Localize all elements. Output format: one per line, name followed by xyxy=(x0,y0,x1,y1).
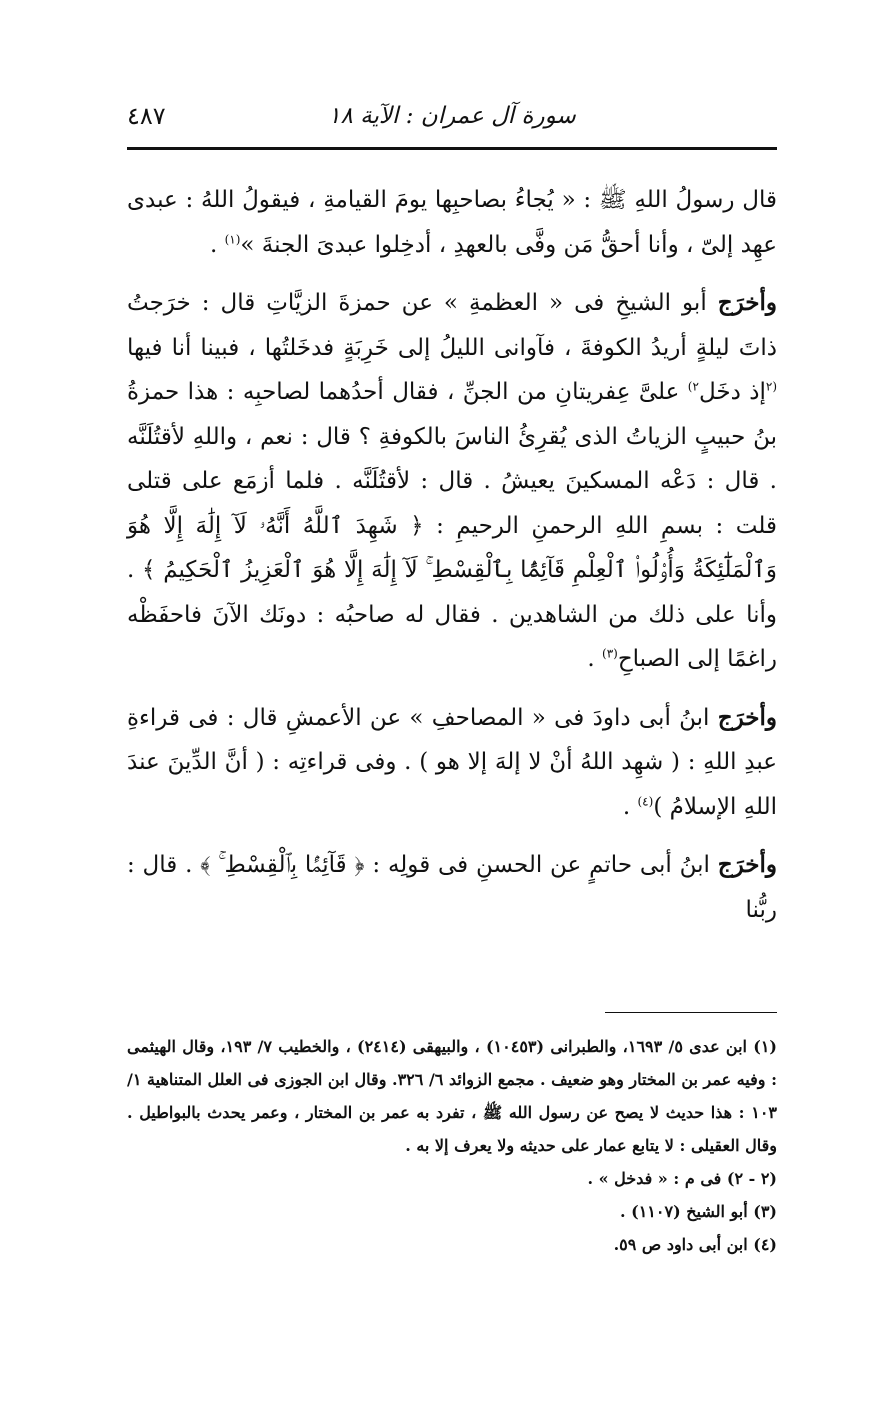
paragraph xyxy=(127,696,777,830)
paragraph xyxy=(127,281,777,682)
footnote-marker: (٤) xyxy=(637,793,654,808)
running-title: سورة آل عمران : الآية ١٨ xyxy=(328,103,576,129)
footnote-marker: (٢ xyxy=(765,379,777,394)
paragraph-text: قال رسولُ اللهِ ﷺ : « يُجاءُ بصاحبِها يومَ القيامةِ ، فيقولُ اللهُ : عبدى عهِد إلىّ ، وأنا أحقُّ مَن وفَّى بالعهدِ ، أدخِلوا عبدىَ الجنةَ » xyxy=(127,187,777,258)
paragraph-lead: وأخرَج xyxy=(717,851,777,878)
footnote-marker: (٣) xyxy=(602,646,618,661)
footnote-marker: (١) xyxy=(224,231,241,246)
paragraph xyxy=(127,178,777,267)
paragraph-tail: . xyxy=(587,646,602,672)
paragraph-tail: . xyxy=(209,231,225,258)
footnotes xyxy=(127,1030,777,1261)
footnote: (٣) أبو الشيخ (١١٠٧) . xyxy=(619,1202,777,1221)
page-header xyxy=(127,96,777,136)
paragraph-text: ابنُ أبى حاتمٍ عن الحسنِ فى قولِه : ﴿ قَآئِمًۢا بِٱلْقِسْطِ ۚ ﴾ . قال : ربُّنا xyxy=(127,852,777,923)
header-rule xyxy=(127,147,777,150)
paragraph-lead: وأخرَج xyxy=(717,289,777,316)
main-text xyxy=(127,178,777,946)
footnote: (٢ - ٢) فى م : « فدخل » . xyxy=(587,1169,777,1188)
footnote: (١) ابن عدى ٥/ ١٦٩٣، والطبرانى (١٠٤٥٣) ، والبيهقى (٢٤١٤) ، والخطيب ٧/ ١٩٣، وقال الهيثمى : وفيه عمر بن المختار وهو ضعيف . مجمع الزوائد ٦/ ٣٢٦. وقال ابن الجوزى فى العلل المتناهية ١/ ١٠٣ : هذا حديث لا يصح عن رسول الله ﷺ ، تفرد به عمر بن المختار ، وعمر يحدث بالبواطيل . وقال العقيلى : لا يتابع عمار على حديثه ولا يعرف إلا به . xyxy=(127,1037,778,1155)
page-number: ٤٨٧ xyxy=(127,102,166,130)
paragraph-tail: . xyxy=(622,793,638,820)
paragraph-text: إذ دخَل xyxy=(698,379,766,405)
paragraph-text: أبو الشيخِ فى « العظمةِ » عن حمزةَ الزيَّاتِ قال : خرَجتُ ذاتَ ليلةٍ أريدُ الكوفةَ ، فآوانى الليلُ إلى خَرِبَةٍ فدخَلتُها ، فبينا أنا فيها xyxy=(127,290,777,361)
footnote: (٤) ابن أبى داود ص ٥٩. xyxy=(613,1235,777,1254)
paragraph xyxy=(127,843,777,932)
paragraph-text: علىَّ عِفريتانِ من الجنِّ ، فقال أحدُهما لصاحبِه : هذا حمزةُ بنُ حبيبٍ الزياتُ الذى يُقرِئُ الناسَ بالكوفةِ ؟ قال : نعم ، واللهِ لأقتُلَنَّه . قال : دَعْه المسكينَ يعيشُ . قال : لأقتُلَنَّه . فلما أزمَع على قتلى قلت : بسمِ اللهِ الرحمنِ الرحيمِ : ﴿ شَهِدَ ٱللَّهُ أَنَّهُۥ لَآ إِلَٰهَ إِلَّا هُوَ وَٱلْمَلَٰٓئِكَةُ وَأُو۟لُوا۟ ٱلْعِلْمِ قَآئِمًۢا بِٱلْقِسْطِ ۚ لَآ إِلَٰهَ إِلَّا هُوَ ٱلْعَزِيزُ ٱلْحَكِيمُ ﴾ . وأنا على ذلك من الشاهدين . فقال له صاحبُه : دونَك الآنَ فاحفَظْه راغمًا إلى الصباحِ xyxy=(127,379,777,672)
paragraph-text: ابنُ أبى داودَ فى « المصاحفِ » عن الأعمشِ قال : فى قراءةِ عبدِ اللهِ : ( شهِد اللهُ أنْ لا إلهَ إلا هو ) . وفى قراءتِه : ( أنَّ الدِّينَ عندَ اللهِ الإسلامُ ) xyxy=(127,704,777,820)
paragraph-lead: وأخرَج xyxy=(717,703,777,731)
footnote-marker: ٢) xyxy=(687,379,699,394)
footnote-separator xyxy=(605,1012,777,1013)
